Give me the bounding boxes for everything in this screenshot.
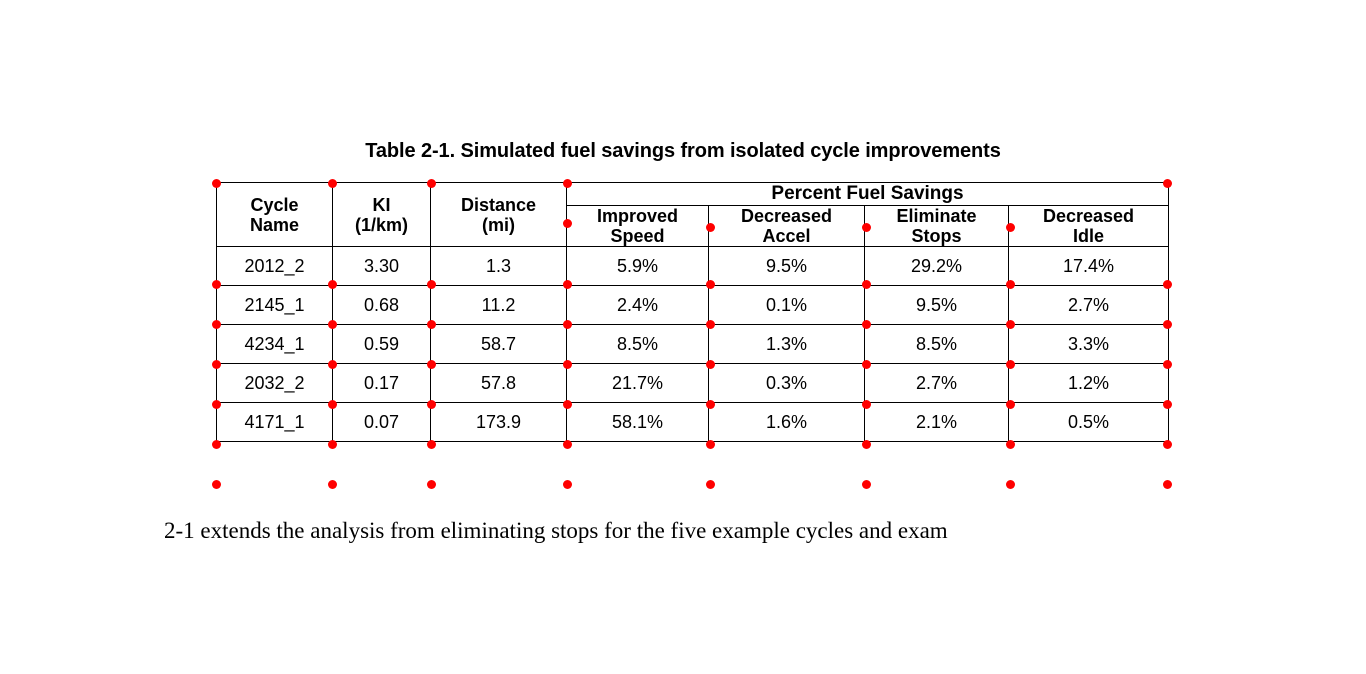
- cell-distance: 1.3: [431, 247, 567, 286]
- cell-cycle-name: 4171_1: [217, 403, 333, 442]
- anchor-dot: [212, 480, 221, 489]
- header-line-1: Decreased: [740, 206, 833, 226]
- header-line-2: (1/km): [354, 214, 408, 235]
- cell-ki: 0.59: [333, 325, 431, 364]
- table-row: [217, 247, 1169, 286]
- header-line-2: Idle: [1072, 226, 1104, 247]
- anchor-dot: [427, 480, 436, 489]
- cell-ki: 0.68: [333, 286, 431, 325]
- header-row-group: [217, 183, 1169, 206]
- cell-improved-speed: 5.9%: [567, 247, 709, 286]
- cell-decreased-idle: 1.2%: [1009, 364, 1169, 403]
- column-header-decreased-accel: [709, 206, 865, 247]
- column-header-cycle-name: [217, 183, 333, 247]
- column-header-decreased-idle: [1009, 206, 1169, 247]
- cell-eliminate-stops: 8.5%: [865, 325, 1009, 364]
- table-head: [217, 183, 1169, 247]
- anchor-dot: [328, 480, 337, 489]
- cell-eliminate-stops: 2.1%: [865, 403, 1009, 442]
- header-line-1: Eliminate: [896, 206, 977, 226]
- cell-distance: 11.2: [431, 286, 567, 325]
- anchor-dot: [1163, 480, 1172, 489]
- cell-improved-speed: 2.4%: [567, 286, 709, 325]
- table-row: [217, 364, 1169, 403]
- column-header-improved-speed: [567, 206, 709, 247]
- header-line-2: Stops: [911, 226, 962, 247]
- header-line-2: Name: [249, 214, 300, 235]
- column-header-eliminate-stops: [865, 206, 1009, 247]
- cell-distance: 58.7: [431, 325, 567, 364]
- cell-decreased-idle: 3.3%: [1009, 325, 1169, 364]
- table-row: [217, 403, 1169, 442]
- header-line-1: Improved: [596, 206, 679, 226]
- column-header-distance: [431, 183, 567, 247]
- cell-decreased-idle: 0.5%: [1009, 403, 1169, 442]
- header-line-1: Decreased: [1042, 206, 1135, 226]
- table-row: [217, 325, 1169, 364]
- header-line-2: (mi): [482, 214, 515, 235]
- cell-ki: 0.17: [333, 364, 431, 403]
- column-header-ki: [333, 183, 431, 247]
- cell-distance: 57.8: [431, 364, 567, 403]
- anchor-dot: [862, 480, 871, 489]
- cell-cycle-name: 2012_2: [217, 247, 333, 286]
- cell-improved-speed: 21.7%: [567, 364, 709, 403]
- table-body: [217, 247, 1169, 442]
- cell-decreased-accel: 1.3%: [709, 325, 865, 364]
- cell-improved-speed: 8.5%: [567, 325, 709, 364]
- header-line-2: Speed: [610, 226, 665, 247]
- cell-decreased-accel: 0.1%: [709, 286, 865, 325]
- cell-decreased-idle: 2.7%: [1009, 286, 1169, 325]
- cell-eliminate-stops: 9.5%: [865, 286, 1009, 325]
- group-header-percent-fuel-savings: Percent Fuel Savings: [567, 183, 1169, 206]
- cell-ki: 0.07: [333, 403, 431, 442]
- header-line-1: Distance: [460, 194, 537, 215]
- cell-cycle-name: 4234_1: [217, 325, 333, 364]
- cell-distance: 173.9: [431, 403, 567, 442]
- cell-decreased-accel: 9.5%: [709, 247, 865, 286]
- table-caption: Table 2-1. Simulated fuel savings from isolated cycle improvements: [365, 140, 1001, 162]
- body-paragraph: 2-1 extends the analysis from eliminating stops for the five example cycles and exam: [164, 518, 948, 543]
- fuel-savings-table: [216, 182, 1169, 442]
- table-container: [216, 182, 1168, 442]
- cell-eliminate-stops: 2.7%: [865, 364, 1009, 403]
- cell-decreased-idle: 17.4%: [1009, 247, 1169, 286]
- header-line-2: Accel: [762, 226, 811, 247]
- anchor-dot: [1006, 480, 1015, 489]
- anchor-dot: [706, 480, 715, 489]
- cell-ki: 3.30: [333, 247, 431, 286]
- cell-cycle-name: 2032_2: [217, 364, 333, 403]
- header-line-1: KI: [372, 194, 391, 215]
- table-row: [217, 286, 1169, 325]
- header-line-1: Cycle: [250, 194, 299, 215]
- cell-cycle-name: 2145_1: [217, 286, 333, 325]
- cell-improved-speed: 58.1%: [567, 403, 709, 442]
- anchor-dot: [563, 480, 572, 489]
- cell-decreased-accel: 1.6%: [709, 403, 865, 442]
- cell-eliminate-stops: 29.2%: [865, 247, 1009, 286]
- cell-decreased-accel: 0.3%: [709, 364, 865, 403]
